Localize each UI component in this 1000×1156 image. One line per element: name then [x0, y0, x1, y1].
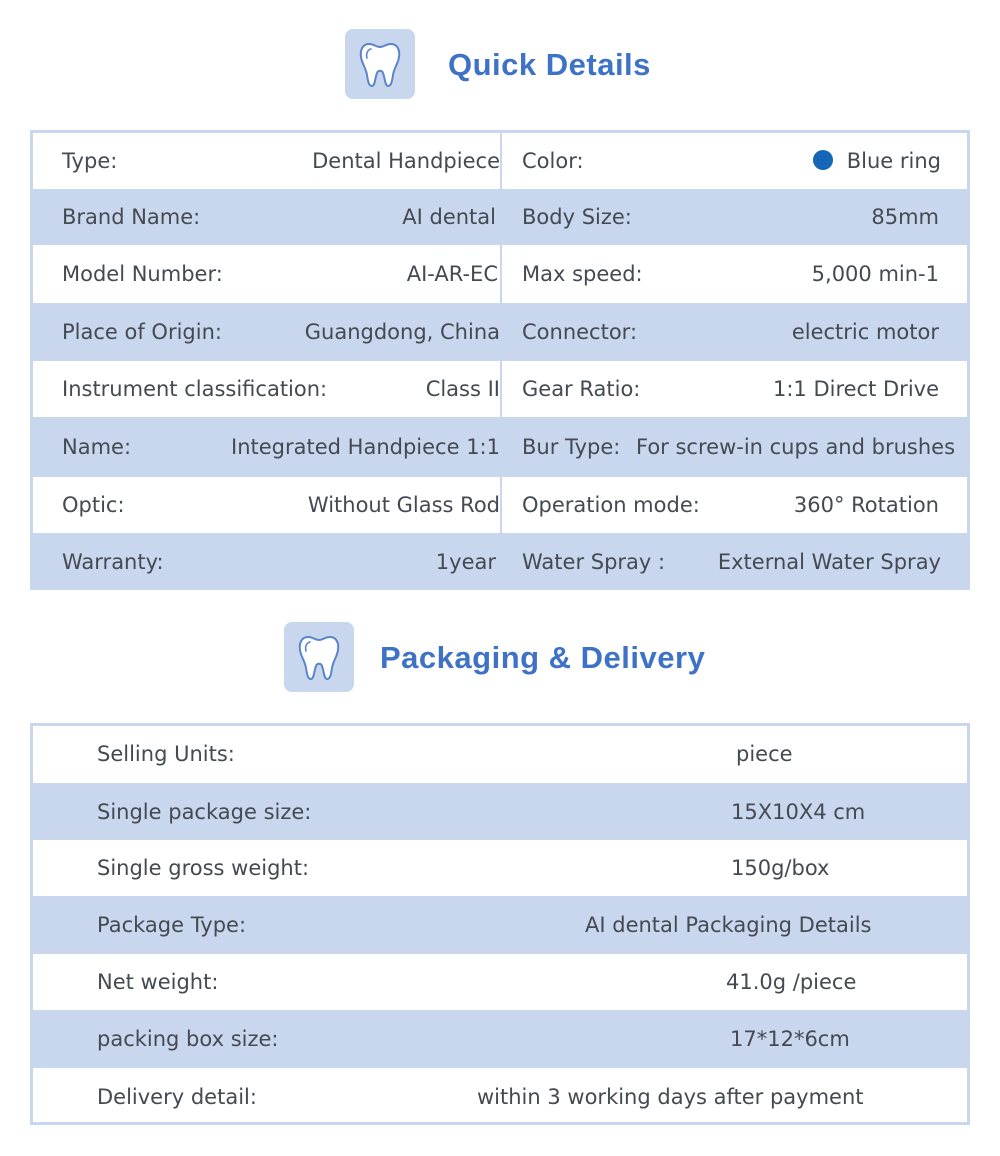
quick-details-header: [0, 29, 1000, 101]
row-value: piece: [736, 741, 793, 766]
row-label: Brand Name:: [62, 205, 201, 229]
table-row: [33, 783, 967, 840]
table-row: [33, 364, 500, 414]
row-value: AI-AR-EC: [406, 261, 498, 286]
packaging-table: [30, 723, 970, 1125]
row-label: Single gross weight:: [97, 856, 310, 880]
table-row: [33, 417, 500, 477]
row-value: AI dental Packaging Details: [585, 913, 872, 937]
row-value: 150g/box: [731, 856, 830, 880]
row-label: packing box size:: [97, 1027, 279, 1051]
row-value: AI dental: [402, 205, 496, 229]
table-row: [33, 1010, 967, 1068]
row-value: 41.0g /piece: [726, 970, 857, 994]
table-row: [502, 364, 967, 414]
row-label: Name:: [62, 435, 132, 459]
row-label: Connector:: [522, 320, 638, 344]
row-label: Gear Ratio:: [522, 377, 641, 401]
row-label: Operation mode:: [522, 493, 700, 517]
row-value: 360° Rotation: [793, 493, 939, 517]
table-row: [33, 133, 500, 188]
quick-details-table: [30, 130, 970, 590]
row-label: Water Spray :: [522, 549, 666, 574]
row-label: Body Size:: [522, 205, 632, 229]
row-value: 15X10X4 cm: [731, 799, 866, 824]
table-row: [502, 533, 967, 590]
row-value: For screw-in cups and brushes: [636, 435, 956, 459]
row-label: Selling Units:: [97, 741, 235, 766]
row-label: Single package size:: [97, 799, 312, 824]
left-column: [33, 133, 500, 587]
color-swatch-dot: [813, 150, 833, 170]
table-row: [33, 896, 967, 954]
table-row: [502, 303, 967, 361]
row-label: Instrument classification:: [62, 377, 328, 401]
section-title: Packaging & Delivery: [380, 640, 706, 675]
table-row: [33, 726, 967, 781]
row-label: Delivery detail:: [97, 1085, 257, 1109]
table-row: [33, 842, 967, 894]
table-row: [33, 1070, 967, 1124]
row-value: 1year: [435, 549, 496, 574]
table-row: [502, 189, 967, 245]
table-row: [502, 248, 967, 299]
row-value: Blue ring: [846, 148, 941, 173]
table-row: [502, 417, 967, 477]
row-value: Without Glass Rod: [307, 493, 500, 517]
row-label: Max speed:: [522, 261, 643, 286]
table-row: [33, 189, 500, 245]
row-label: Warranty:: [62, 549, 164, 574]
row-value: within 3 working days after payment: [477, 1085, 864, 1109]
table-row: [33, 248, 500, 299]
row-value: External Water Spray: [717, 549, 941, 574]
row-value: Dental Handpiece: [312, 148, 500, 173]
section-title: Quick Details: [448, 47, 651, 82]
table-row: [33, 303, 500, 361]
tooth-icon: [284, 622, 354, 692]
color-value: [813, 149, 941, 173]
table-row: [33, 956, 967, 1008]
table-row: [33, 479, 500, 531]
row-value: 5,000 min-1: [811, 261, 939, 286]
right-column: [502, 133, 967, 587]
packaging-header: [0, 622, 1000, 694]
table-row: [502, 133, 967, 188]
row-label: Optic:: [62, 493, 125, 517]
row-label: Color:: [522, 148, 584, 173]
row-label: Bur Type:: [522, 435, 621, 459]
row-label: Type:: [62, 148, 118, 173]
row-label: Place of Origin:: [62, 320, 222, 344]
row-value: Class II: [425, 377, 500, 401]
row-label: Model Number:: [62, 261, 223, 286]
tooth-icon: [345, 29, 415, 99]
row-label: Net weight:: [97, 970, 219, 994]
row-value: 17*12*6cm: [730, 1027, 850, 1051]
table-row: [33, 533, 500, 590]
row-value: Integrated Handpiece 1:1: [231, 435, 500, 459]
row-value: Guangdong, China: [304, 320, 500, 344]
row-value: electric motor: [791, 320, 939, 344]
row-value: 85mm: [871, 205, 939, 229]
table-row: [502, 479, 967, 531]
row-label: Package Type:: [97, 913, 247, 937]
row-value: 1:1 Direct Drive: [772, 377, 939, 401]
